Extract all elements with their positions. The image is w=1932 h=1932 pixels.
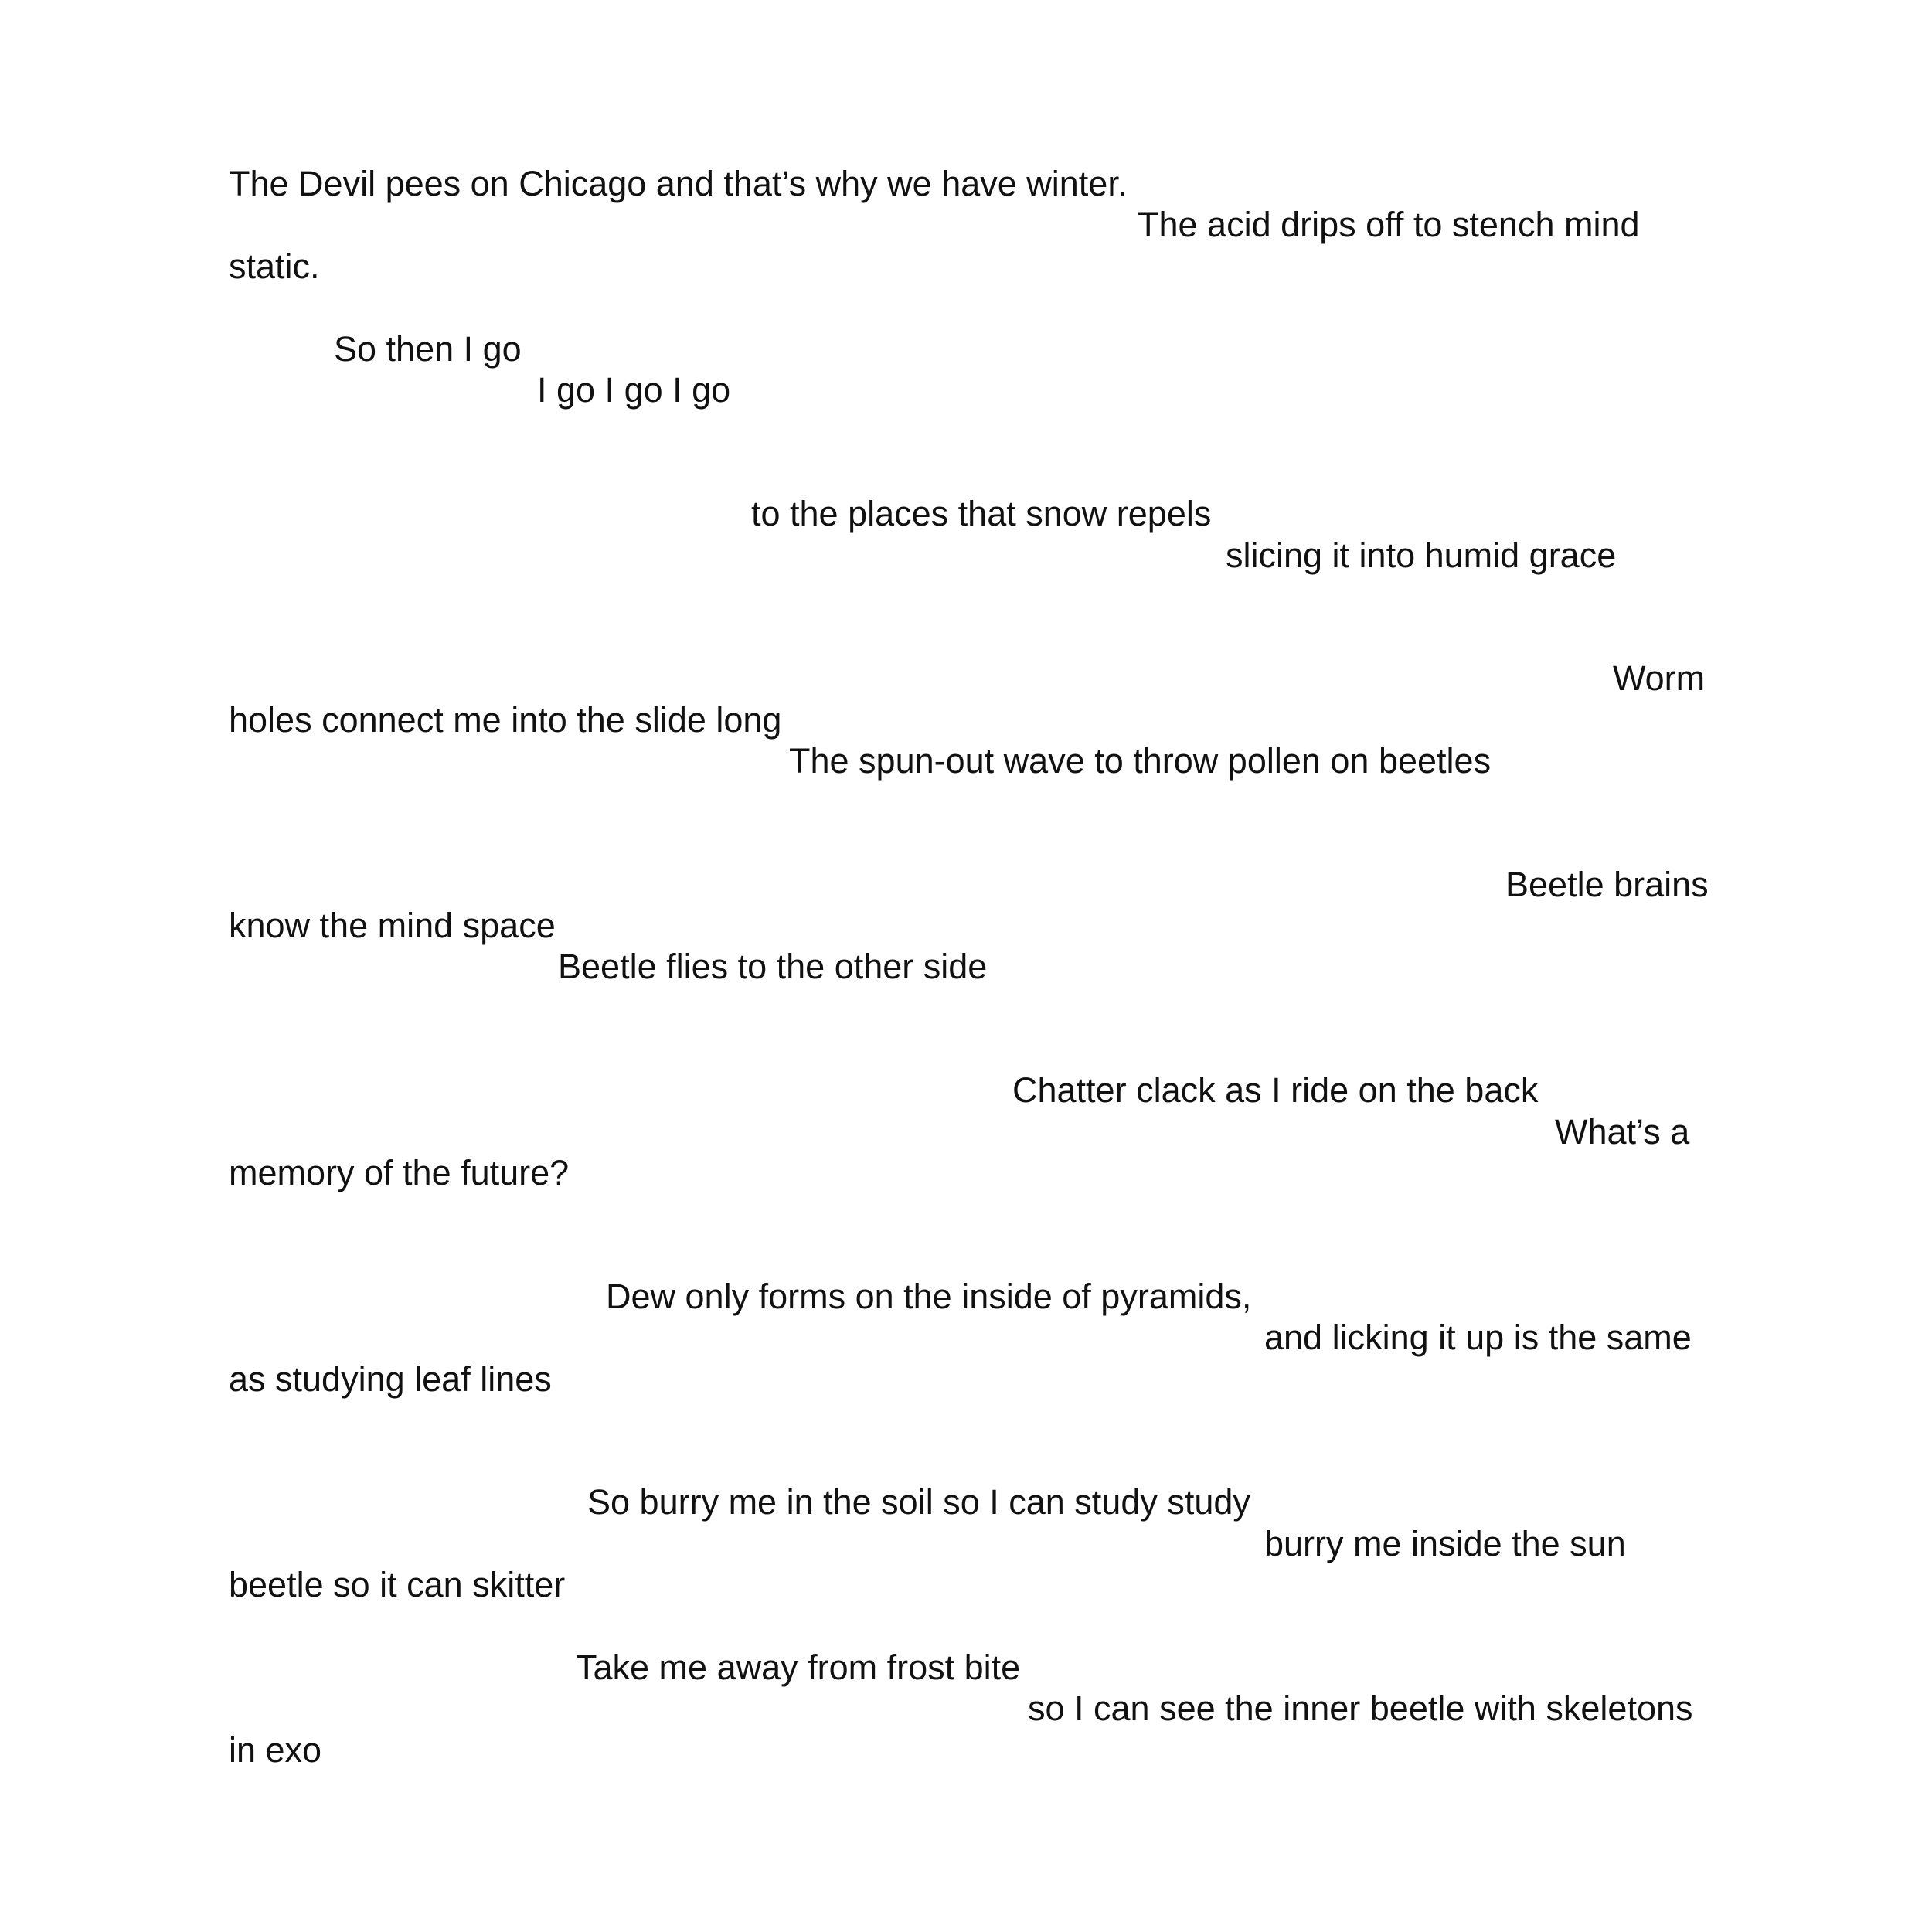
poem-line: The Devil pees on Chicago and that’s why we have winter. xyxy=(229,164,1128,203)
poem-line: The acid drips off to stench mind xyxy=(1138,205,1640,244)
poem-line: Chatter clack as I ride on the back xyxy=(1012,1070,1539,1110)
poem-line: What’s a xyxy=(1555,1112,1690,1151)
poem-line: static. xyxy=(229,247,320,286)
poem-line: know the mind space xyxy=(229,906,556,945)
poem-line: memory of the future? xyxy=(229,1153,570,1192)
poem-line: in exo xyxy=(229,1730,322,1770)
poem-line: Beetle flies to the other side xyxy=(558,947,988,986)
poem-line: Beetle brains xyxy=(1505,865,1709,904)
poem-line: and licking it up is the same xyxy=(1264,1318,1692,1357)
poem-line: I go I go I go xyxy=(537,370,731,410)
poem-line: So then I go xyxy=(334,329,522,369)
poem-line: slicing it into humid grace xyxy=(1226,536,1617,575)
poem-line: Dew only forms on the inside of pyramids, xyxy=(606,1277,1252,1316)
poem-line: So burry me in the soil so I can study study xyxy=(587,1482,1250,1522)
poem-line: The spun-out wave to throw pollen on beetles xyxy=(789,741,1492,781)
poem-line: Worm xyxy=(1613,658,1706,698)
poem-line: holes connect me into the slide long xyxy=(229,700,782,740)
poem-line: so I can see the inner beetle with skeletons xyxy=(1028,1689,1693,1728)
poem-line: beetle so it can skitter xyxy=(229,1565,566,1604)
poem-line: burry me inside the sun xyxy=(1264,1524,1626,1563)
poem-line: to the places that snow repels xyxy=(751,494,1212,533)
poem-line: Take me away from frost bite xyxy=(576,1648,1021,1687)
poem-line: as studying leaf lines xyxy=(229,1359,552,1399)
